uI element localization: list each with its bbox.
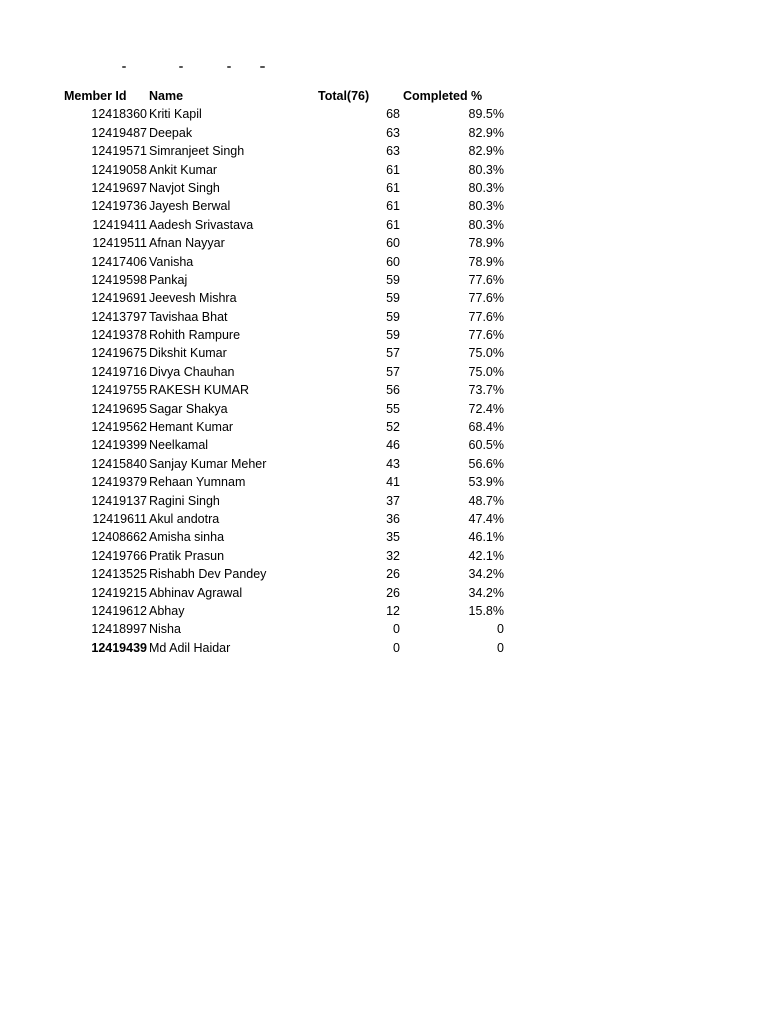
member-id-cell: 12408662 bbox=[91, 530, 147, 545]
table-header-row bbox=[0, 87, 768, 105]
completed-percent-cell: 80.3% bbox=[468, 199, 504, 214]
member-id-cell: 12418360 bbox=[91, 107, 147, 122]
member-id-cell: 12419697 bbox=[91, 180, 147, 195]
total-cell: 60 bbox=[386, 254, 400, 269]
total-cell: 26 bbox=[386, 567, 400, 582]
completed-percent-cell: 42.1% bbox=[468, 548, 504, 563]
header-completed-percent: Completed % bbox=[403, 89, 483, 103]
name-cell: Afnan Nayyar bbox=[149, 236, 225, 251]
name-cell: Rohith Rampure bbox=[149, 328, 241, 343]
table-row bbox=[0, 620, 768, 638]
member-id-cell: 12419691 bbox=[91, 291, 147, 306]
completed-percent-cell: 82.9% bbox=[468, 144, 504, 159]
total-cell: 12 bbox=[386, 603, 400, 618]
name-cell: Jeevesh Mishra bbox=[149, 291, 237, 306]
name-cell: Nisha bbox=[149, 622, 181, 637]
completed-percent-cell: 82.9% bbox=[468, 125, 504, 140]
completed-percent-cell: 80.3% bbox=[468, 180, 504, 195]
total-cell: 37 bbox=[386, 493, 400, 508]
table-row bbox=[0, 565, 768, 583]
completed-percent-cell: 77.6% bbox=[468, 328, 504, 343]
total-cell: 59 bbox=[386, 291, 400, 306]
name-cell: Aadesh Srivastava bbox=[149, 217, 254, 232]
table-row bbox=[0, 492, 768, 510]
table-row bbox=[0, 455, 768, 473]
completed-percent-cell: 68.4% bbox=[468, 420, 504, 435]
member-completion-table bbox=[0, 87, 768, 657]
completed-percent-cell: 53.9% bbox=[468, 475, 504, 490]
member-id-cell: 12413797 bbox=[91, 309, 147, 324]
member-id-cell: 12419379 bbox=[91, 475, 147, 490]
table-body bbox=[0, 105, 768, 657]
total-cell: 61 bbox=[386, 217, 400, 232]
completed-percent-cell: 72.4% bbox=[468, 401, 504, 416]
total-cell: 36 bbox=[386, 511, 400, 526]
name-cell: Sanjay Kumar Meher bbox=[149, 456, 267, 471]
member-id-cell: 12419562 bbox=[91, 420, 147, 435]
completed-percent-cell: 34.2% bbox=[468, 567, 504, 582]
total-cell: 60 bbox=[386, 236, 400, 251]
name-cell: Kriti Kapil bbox=[149, 107, 202, 122]
table-row bbox=[0, 602, 768, 620]
table-row bbox=[0, 308, 768, 326]
total-cell: 46 bbox=[386, 438, 400, 453]
name-cell: Pankaj bbox=[149, 272, 188, 287]
member-id-cell: 12419716 bbox=[91, 364, 147, 379]
name-cell: Pratik Prasun bbox=[149, 548, 225, 563]
table-row bbox=[0, 510, 768, 528]
total-cell: 63 bbox=[386, 144, 400, 159]
member-id-cell: 12419439 bbox=[91, 640, 147, 655]
total-cell: 52 bbox=[386, 420, 400, 435]
name-cell: Divya Chauhan bbox=[149, 364, 235, 379]
completed-percent-cell: 75.0% bbox=[468, 364, 504, 379]
name-cell: Md Adil Haidar bbox=[149, 640, 231, 655]
table-row bbox=[0, 253, 768, 271]
total-cell: 59 bbox=[386, 309, 400, 324]
name-cell: Simranjeet Singh bbox=[149, 144, 245, 159]
table-row bbox=[0, 400, 768, 418]
member-id-cell: 12419755 bbox=[91, 383, 147, 398]
table-row bbox=[0, 639, 768, 657]
member-id-cell: 12418997 bbox=[91, 622, 147, 637]
name-cell: Deepak bbox=[149, 125, 193, 140]
name-cell: Jayesh Berwal bbox=[149, 199, 231, 214]
table-row bbox=[0, 105, 768, 123]
completed-percent-cell: 46.1% bbox=[468, 530, 504, 545]
member-id-cell: 12419137 bbox=[91, 493, 147, 508]
header-total: Total(76) bbox=[318, 89, 370, 103]
completed-percent-cell: 75.0% bbox=[468, 346, 504, 361]
name-cell: Abhay bbox=[149, 603, 185, 618]
completed-percent-cell: 77.6% bbox=[468, 291, 504, 306]
completed-percent-cell: 78.9% bbox=[468, 254, 504, 269]
name-cell: Tavishaa Bhat bbox=[149, 309, 228, 324]
member-id-cell: 12413525 bbox=[91, 567, 147, 582]
member-id-cell: 12419598 bbox=[91, 272, 147, 287]
member-id-cell: 12419378 bbox=[91, 328, 147, 343]
completed-percent-cell: 77.6% bbox=[468, 309, 504, 324]
total-cell: 41 bbox=[386, 475, 400, 490]
table-row bbox=[0, 326, 768, 344]
table-row bbox=[0, 381, 768, 399]
completed-percent-cell: 47.4% bbox=[468, 511, 504, 526]
member-id-cell: 12419058 bbox=[91, 162, 147, 177]
completed-percent-cell: 60.5% bbox=[468, 438, 504, 453]
completed-percent-cell: 0 bbox=[497, 640, 504, 655]
member-id-cell: 12419399 bbox=[91, 438, 147, 453]
table-row bbox=[0, 547, 768, 565]
table-row bbox=[0, 289, 768, 307]
table-row bbox=[0, 271, 768, 289]
table-row bbox=[0, 197, 768, 215]
completed-percent-cell: 80.3% bbox=[468, 217, 504, 232]
table-row bbox=[0, 179, 768, 197]
total-cell: 26 bbox=[386, 585, 400, 600]
name-cell: Neelkamal bbox=[149, 438, 209, 453]
completed-percent-cell: 48.7% bbox=[468, 493, 504, 508]
total-cell: 32 bbox=[386, 548, 400, 563]
completed-percent-cell: 0 bbox=[497, 622, 504, 637]
completed-percent-cell: 73.7% bbox=[468, 383, 504, 398]
name-cell: Navjot Singh bbox=[149, 180, 220, 195]
completed-percent-cell: 34.2% bbox=[468, 585, 504, 600]
member-id-cell: 12419736 bbox=[91, 199, 147, 214]
completed-percent-cell: 80.3% bbox=[468, 162, 504, 177]
member-id-cell: 12419612 bbox=[91, 603, 147, 618]
total-cell: 0 bbox=[393, 640, 400, 655]
completed-percent-cell: 56.6% bbox=[468, 456, 504, 471]
name-cell: RAKESH KUMAR bbox=[149, 383, 250, 398]
member-id-cell: 12419511 bbox=[92, 236, 147, 251]
name-cell: Vanisha bbox=[149, 254, 194, 269]
total-cell: 43 bbox=[386, 456, 400, 471]
completed-percent-cell: 89.5% bbox=[468, 107, 504, 122]
table-row bbox=[0, 124, 768, 142]
completed-percent-cell: 78.9% bbox=[468, 236, 504, 251]
header-name: Name bbox=[149, 89, 184, 103]
member-id-cell: 12419766 bbox=[91, 548, 147, 563]
table-row bbox=[0, 473, 768, 491]
name-cell: Rehaan Yumnam bbox=[149, 475, 246, 490]
total-cell: 59 bbox=[386, 328, 400, 343]
name-cell: Ankit Kumar bbox=[149, 162, 218, 177]
table-row bbox=[0, 344, 768, 362]
table-row bbox=[0, 528, 768, 546]
member-id-cell: 12419571 bbox=[91, 144, 147, 159]
member-id-cell: 12419675 bbox=[91, 346, 147, 361]
name-cell: Abhinav Agrawal bbox=[149, 585, 243, 600]
member-id-cell: 12419215 bbox=[91, 585, 147, 600]
name-cell: Hemant Kumar bbox=[149, 420, 234, 435]
member-id-cell: 12415840 bbox=[91, 456, 147, 471]
total-cell: 61 bbox=[386, 162, 400, 177]
completed-percent-cell: 77.6% bbox=[468, 272, 504, 287]
name-cell: Amisha sinha bbox=[149, 530, 225, 545]
table-row bbox=[0, 363, 768, 381]
cut-off-title-fragment bbox=[64, 58, 284, 70]
total-cell: 35 bbox=[386, 530, 400, 545]
table-row bbox=[0, 584, 768, 602]
table-row bbox=[0, 436, 768, 454]
table-row bbox=[0, 142, 768, 160]
name-cell: Rishabh Dev Pandey bbox=[149, 567, 267, 582]
table-row bbox=[0, 418, 768, 436]
total-cell: 61 bbox=[386, 199, 400, 214]
name-cell: Sagar Shakya bbox=[149, 401, 228, 416]
table-row bbox=[0, 234, 768, 252]
member-id-cell: 12419611 bbox=[92, 511, 147, 526]
total-cell: 0 bbox=[393, 622, 400, 637]
table-row bbox=[0, 216, 768, 234]
total-cell: 59 bbox=[386, 272, 400, 287]
total-cell: 61 bbox=[386, 180, 400, 195]
name-cell: Dikshit Kumar bbox=[149, 346, 227, 361]
total-cell: 56 bbox=[386, 383, 400, 398]
name-cell: Ragini Singh bbox=[149, 493, 220, 508]
table-row bbox=[0, 161, 768, 179]
header-member-id: Member Id bbox=[64, 89, 127, 103]
total-cell: 57 bbox=[386, 364, 400, 379]
total-cell: 55 bbox=[386, 401, 400, 416]
completed-percent-cell: 15.8% bbox=[468, 603, 504, 618]
total-cell: 68 bbox=[386, 107, 400, 122]
member-id-cell: 12417406 bbox=[91, 254, 147, 269]
name-cell: Akul andotra bbox=[149, 511, 220, 526]
total-cell: 63 bbox=[386, 125, 400, 140]
member-id-cell: 12419411 bbox=[92, 217, 147, 232]
total-cell: 57 bbox=[386, 346, 400, 361]
member-id-cell: 12419695 bbox=[91, 401, 147, 416]
member-id-cell: 12419487 bbox=[91, 125, 147, 140]
